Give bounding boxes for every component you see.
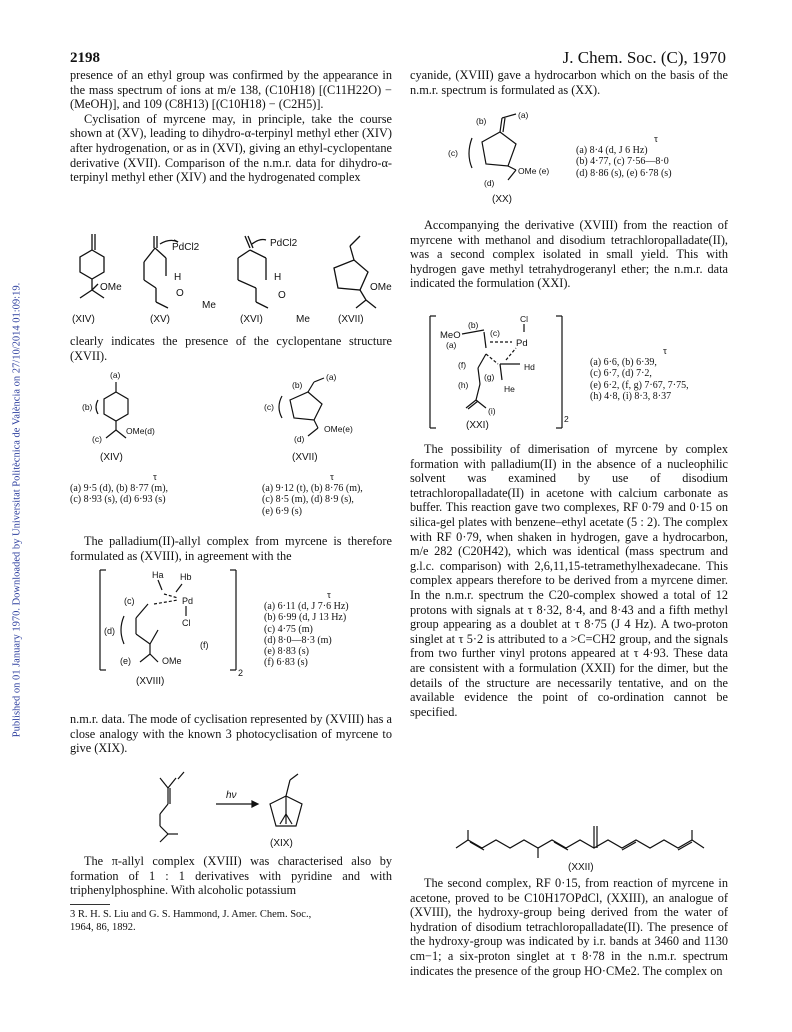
xviii-data-line: (b) 6·99 (d, J 13 Hz): [264, 612, 347, 624]
fig5-label: (XX): [492, 194, 512, 205]
xviii-data-line: (f) 6·83 (s): [264, 657, 308, 669]
download-watermark-text: Published on 01 January 1970. Downloaded by Universitat Politècnica de València on 27/10/2014 01:09:19.: [11, 282, 23, 738]
fig1-label-xiv: (XIV): [72, 314, 95, 325]
fig1-atom: OMe: [370, 282, 392, 293]
xvii-nmr-data: [262, 472, 402, 517]
fig6-atom: (a): [446, 340, 457, 350]
xxi-data-line: (h) 4·8, (i) 8·3, 8·37: [590, 390, 672, 402]
right-paragraph-3: [410, 442, 728, 719]
fig2-atom: (a): [110, 370, 121, 380]
fig2-label-xvii: (XVII): [292, 452, 318, 463]
xiv-data-line: (a) 9·5 (d), (b) 8·77 (m),: [70, 483, 169, 495]
tau-symbol: τ: [326, 590, 332, 601]
right-p1: cyanide, (XVIII) gave a hydrocarbon which on the basis of the n.m.r. spectrum is formulated as (XX).: [410, 68, 728, 97]
fig2-atom: (c): [264, 402, 274, 412]
xviii-data-line: (a) 6·11 (d, J 7·6 Hz): [264, 601, 349, 613]
fig5-atom: OMe (e): [518, 166, 550, 176]
figure-xviii: [96, 566, 246, 690]
fig6-atom: (g): [484, 372, 495, 382]
fig2-atom: (b): [82, 402, 93, 412]
fig6-atom: Pd: [516, 338, 528, 349]
fig3-atom: Cl: [182, 618, 191, 628]
fig3-atom: (c): [124, 596, 135, 606]
left-p1: presence of an ethyl group was confirmed by the appearance in the mass spectrum of ions at m/e 138, (C10H18) [(C11H22O) − (MeOH)], and 109 (C8H13) [(C10H18) − (C2H5)].: [70, 68, 392, 112]
fig1-atom: PdCl2: [172, 242, 200, 253]
fig3-atom: (f): [200, 640, 209, 650]
footnote-line: 3 R. H. S. Liu and G. S. Hammond, J. Amer. Chem. Soc.,: [70, 909, 312, 920]
left-p5: n.m.r. data. The mode of cyclisation represented by (XVIII) has a close analogy with the known 3 photocyclisation of myrcene to give (XIX).: [70, 712, 392, 756]
hv-label: hν: [226, 790, 237, 801]
fig5-atom: (d): [484, 178, 495, 188]
fig2-atom: OMe(e): [324, 424, 353, 434]
right-p3: The possibility of dimerisation of myrcene by complex formation with palladium(II) in the absence of a nucleophilic solvent was examined by use of disodium tetrachloropalladate(II) in acetone with calcium carbonate as buffer. This reaction gave two complexes, RF 0·79 and 0·15 on silica-gel plates with benzene–ethyl acetate (5 : 2). The complex with RF 0·79, when shaken in hydrogen, gave a hydrocarbon, m/e 282 (C20H42), which was identical (mass spectrum and g.l.c. comparison) with 2,6,11,15-tetramethylhexadecane. This complex appears therefore to be derived from a myrcene dimer. In the n.m.r. spectrum the C20-complex showed a total of 12 protons with signals at τ 8·32, 8·4, and 8·43 and a fifth methyl group appearing as a doublet at τ 8·75 (J 4 Hz). A two-proton singlet at τ 5·2 is attributed to a >C=CH2 group, and the signals from two further vinyl protons appeared at τ 4·93. These data are consistent with a formulation (XXII) for the dimer, but the details of the structure are necessarily tentative, and on the available evidence the point of co-ordination cannot be specified.: [410, 442, 728, 719]
xvii-data-line: (e) 6·9 (s): [262, 505, 302, 517]
xviii-data-line: (e) 8·83 (s): [264, 646, 309, 658]
fig1-atom: H: [174, 272, 182, 283]
fig1-label-xvii: (XVII): [338, 314, 364, 325]
xx-data-line: (d) 8·86 (s), (e) 6·78 (s): [576, 167, 672, 179]
fig2-atom: (c): [92, 434, 102, 444]
fig2-atom: (d): [294, 434, 305, 444]
xx-data-line: (a) 8·4 (d, J 6 Hz): [576, 145, 648, 157]
fig6-label: (XXI): [466, 420, 489, 431]
xxi-data-line: (e) 6·2, (f, g) 7·67, 7·75,: [590, 379, 689, 391]
tau-symbol: τ: [329, 472, 335, 483]
fig7-label: (XXII): [568, 862, 594, 872]
fig5-atom: (b): [476, 116, 487, 126]
tau-symbol: τ: [653, 134, 659, 145]
fig2-label-xiv: (XIV): [100, 452, 123, 463]
right-p4: The second complex, RF 0·15, from reaction of myrcene in acetone, proved to be C10H17OPdCl, (XXIII), an analogue of (XVIII), the hydroxy-group being derived from the water of hydration of disodium tetrachloropalladate(II). The presence of the hydroxy-group was indicated by i.r. bands at 3460 and 1130 cm−1; a six-proton singlet at τ 8·78 in the n.m.r. spectrum indicates the presence of the group HO·CMe2. The complex on: [410, 876, 728, 978]
xiv-nmr-data: [70, 472, 240, 506]
fig1-atom: H: [274, 272, 282, 283]
fig3-atom: (d): [104, 626, 115, 636]
fig3-atom: 2: [238, 668, 244, 678]
fig6-atom: (c): [490, 328, 500, 338]
figure-cyclisation-scheme: [70, 228, 392, 330]
xxi-nmr-data: [590, 346, 740, 402]
fig6-atom: MeO: [440, 330, 461, 341]
left-p4: The palladium(II)-allyl complex from myrcene is therefore formulated as (XVIII), in agreement with the: [70, 534, 392, 563]
fig1-label-xv: (XV): [150, 314, 170, 325]
xx-nmr-data: [576, 134, 736, 179]
xxi-data-line: (c) 6·7, (d) 7·2,: [590, 368, 652, 380]
fig3-label: (XVIII): [136, 676, 165, 687]
fig3-atom: Hb: [180, 572, 192, 582]
fig2-atom: (a): [326, 372, 337, 382]
fig6-atom: (h): [458, 380, 469, 390]
page-number: 2198: [70, 50, 100, 66]
journal-header: J. Chem. Soc. (C), 1970: [562, 48, 726, 67]
fig3-atom: Pd: [182, 596, 194, 606]
fig6-atom: (f): [458, 360, 467, 370]
footnote-line: 1964, 86, 1892.: [70, 922, 136, 933]
left-paragraph-4: [70, 534, 392, 563]
xviii-data-line: (c) 4·75 (m): [264, 623, 313, 635]
figure-xxii: [446, 822, 716, 872]
fig5-atom: (c): [448, 148, 458, 158]
figure-xx: [446, 108, 566, 208]
fig1-atom: Me: [296, 314, 310, 325]
fig2-atom: (b): [292, 380, 303, 390]
xviii-data-line: (d) 8·0—8·3 (m): [264, 634, 332, 646]
xviii-nmr-data: [264, 590, 394, 668]
figure-photocyclisation: [140, 770, 340, 854]
fig1-label-xvi: (XVI): [240, 314, 263, 325]
fig1-atom: O: [176, 288, 184, 299]
fig6-atom: (i): [488, 406, 496, 416]
right-paragraph-2: [410, 218, 728, 291]
fig6-atom: Cl: [520, 314, 529, 324]
left-paragraph-5: [70, 712, 392, 756]
fig1-atom: O: [278, 290, 286, 301]
fig6-atom: He: [504, 384, 515, 394]
figure-nmr-structures: [70, 370, 392, 470]
fig3-atom: (e): [120, 656, 131, 666]
left-paragraph-3: [70, 334, 392, 363]
fig6-atom: Hd: [524, 362, 535, 372]
fig1-atom: PdCl2: [270, 238, 298, 249]
right-paragraph-1: [410, 68, 728, 97]
fig1-atom: OMe: [100, 282, 122, 293]
figure-xxi: [426, 308, 576, 434]
fig3-atom: OMe: [162, 656, 182, 666]
left-paragraph-1: [70, 68, 392, 185]
xvii-data-line: (c) 8·5 (m), (d) 8·9 (s),: [262, 494, 354, 506]
right-paragraph-4: [410, 876, 728, 978]
fig5-atom: (a): [518, 110, 529, 120]
fig2-atom: OMe(d): [126, 426, 155, 436]
xx-data-line: (b) 4·77, (c) 7·56—8·0: [576, 156, 669, 168]
left-p3: clearly indicates the presence of the cyclopentane structure (XVII).: [70, 334, 392, 363]
tau-symbol: τ: [152, 472, 158, 483]
left-paragraph-6: [70, 854, 392, 898]
footnote-rule: [70, 904, 110, 905]
xvii-data-line: (a) 9·12 (t), (b) 8·76 (m),: [262, 483, 363, 495]
left-p6: The π-allyl complex (XVIII) was characterised also by formation of 1 : 1 derivatives with pyridine and with triphenylphosphine. With alcoholic potassium: [70, 854, 392, 898]
tau-symbol: τ: [662, 346, 668, 357]
fig3-atom: Ha: [152, 570, 164, 580]
right-p2: Accompanying the derivative (XVIII) from the reaction of myrcene with methanol and disodium tetrachloropalladate(II), was a second complex isolated in small yield. This with hydrogen gave methyl tetrahydrogeranyl ether; the n.m.r. data indicated the formulation (XXI).: [410, 218, 728, 291]
footnote: [70, 908, 392, 934]
xiv-data-line: (c) 8·93 (s), (d) 6·93 (s): [70, 494, 166, 506]
xxi-data-line: (a) 6·6, (b) 6·39,: [590, 357, 657, 369]
left-p2: Cyclisation of myrcene may, in principle, take the course shown at (XV), leading to dihydro-α-terpinyl methyl ether (XIV) after hydrogenation, or as in (XVI), giving an ethyl-cyclopentane derivative (XVII). Comparison of the n.m.r. data for dihydro-α-terpinyl methyl ether (XIV) and the hydrogenated complex: [70, 111, 392, 185]
download-watermark: [10, 130, 24, 890]
fig4-label: (XIX): [270, 838, 293, 849]
fig1-atom: Me: [202, 300, 216, 311]
fig6-atom: (b): [468, 320, 479, 330]
fig6-atom: 2: [564, 414, 569, 424]
